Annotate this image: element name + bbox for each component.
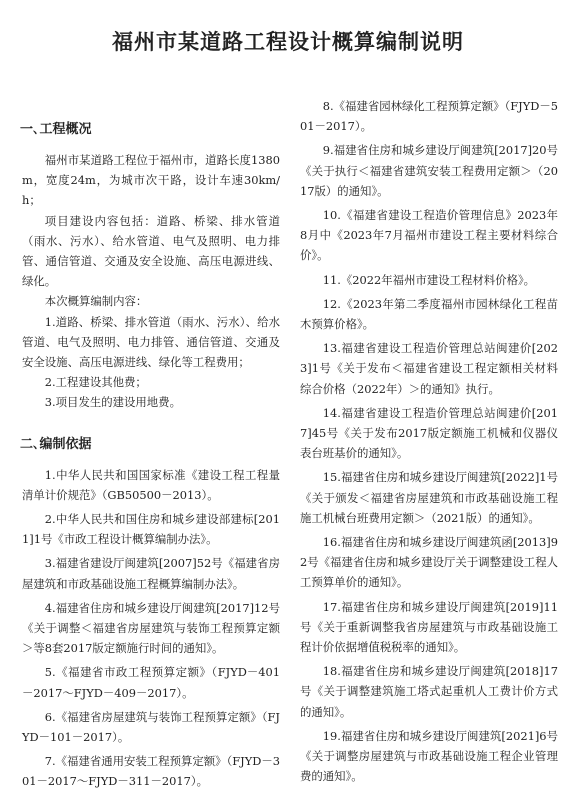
reference-item: 6.《福建省房屋建筑与装饰工程预算定额》（FJYD－101－2017）。 [22, 709, 280, 745]
reference-item: 10.《福建省建设工程造价管理信息》2023年8月中《2023年7月福州市建设工程主要材料综合价》。 [300, 208, 558, 263]
reference-item: 2.中华人民共和国住房和城乡建设部建标[2011]1号《市政工程设计概算编制办法》。 [22, 512, 280, 547]
section-heading-project-overview: 一､工程概况 [20, 122, 92, 137]
overview-paragraph: 福州市某道路工程位于福州市，道路长度1380m，宽度24m，为城市次干路，设计车速30km/h； [22, 153, 280, 208]
reference-item: 9.福建省住房和城乡建设厅闽建筑[2017]20号《关于执行＜福建省建筑安装工程费用定额＞（2017版）的通知》。 [300, 143, 558, 198]
reference-item: 8.《福建省园林绿化工程预算定额》（FJYD－501－2017）。 [300, 99, 558, 134]
reference-item: 4.福建省住房和城乡建设厅闽建筑[2017]12号《关于调整＜福建省房屋建筑与装饰工程预算定额＞等8套2017版定额施行时间的通知》。 [22, 600, 280, 656]
reference-item: 17.福建省住房和城乡建设厅闽建筑[2019]11号《关于重新调整我省房屋建筑与市政基础设施工程计价依据增值税税率的通知》。 [300, 599, 558, 655]
reference-item: 16.福建省住房和城乡建设厅闽建筑函[2013]92号《福建省住房和城乡建设厅关于调整建设工程人工预算单价的通知》。 [300, 535, 558, 590]
reference-item: 12.《2023年第二季度福州市园林绿化工程苗木预算价格》。 [300, 296, 558, 332]
reference-item: 18.福建省住房和城乡建设厅闽建筑[2018]17号《关于调整建筑施工塔式起重机人工费计价方式的通知》。 [300, 664, 558, 719]
reference-item: 1.中华人民共和国国家标准《建设工程工程量清单计价规范》（GB50500－2013）。 [22, 467, 280, 502]
overview-paragraph: 项目建设内容包括：道路、桥梁、排水管道（雨水、污水）、给水管道、电气及照明、电力排管、通信管道、交通及安全设施、高压电源进线、绿化。 [22, 213, 280, 289]
right-column [300, 96, 558, 791]
reference-item: 19.福建省住房和城乡建设厅闽建筑[2021]6号《关于调整房屋建筑与市政基础设施工程企业管理费的通知》。 [300, 728, 558, 784]
reference-item: 14.福建省建设工程造价管理总站闽建价[2017]45号《关于发布2017版定额施工机械和仪器仪表台班基价的通知》。 [300, 405, 558, 461]
overview-paragraph: 本次概算编制内容： [44, 294, 148, 309]
reference-item: 5.《福建省市政工程预算定额》（FJYD－401－2017～FJYD－409－2017）。 [22, 665, 280, 700]
overview-paragraph: 1.道路、桥梁、排水管道（雨水、污水）、给水管道、电气及照明、电力排管、通信管道、交通及安全设施、高压电源进线、绿化等工程费用； [22, 314, 280, 370]
reference-item: 13.福建省建设工程造价管理总站闽建价[2023]1号《关于发布＜福建省建设工程定额相关材料综合价格（2022年）＞的通知》执行。 [300, 341, 558, 396]
overview-paragraph: 3.项目发生的建设用地费。 [44, 395, 181, 410]
section-heading-basis: 二､编制依据 [20, 436, 92, 452]
document-title: 福州市某道路工程设计概算编制说明 [112, 30, 464, 54]
reference-item: 7.《福建省通用安装工程预算定额》（FJYD－301－2017～FJYD－311－2017）。 [22, 754, 280, 789]
reference-item: 15.福建省住房和城乡建设厅闽建筑[2022]1号《关于颁发＜福建省房屋建筑和市政基础设施工程施工机械台班费用定额＞（2021版）的通知》。 [300, 470, 558, 525]
overview-paragraph: 2.工程建设其他费； [44, 375, 147, 390]
left-column [22, 98, 280, 796]
reference-item: 3.福建省建设厅闽建筑[2007]52号《福建省房屋建筑和市政基础设施工程概算编制办法》。 [22, 556, 280, 591]
reference-item: 11.《2022年福州市建设工程材料价格》。 [322, 272, 536, 287]
